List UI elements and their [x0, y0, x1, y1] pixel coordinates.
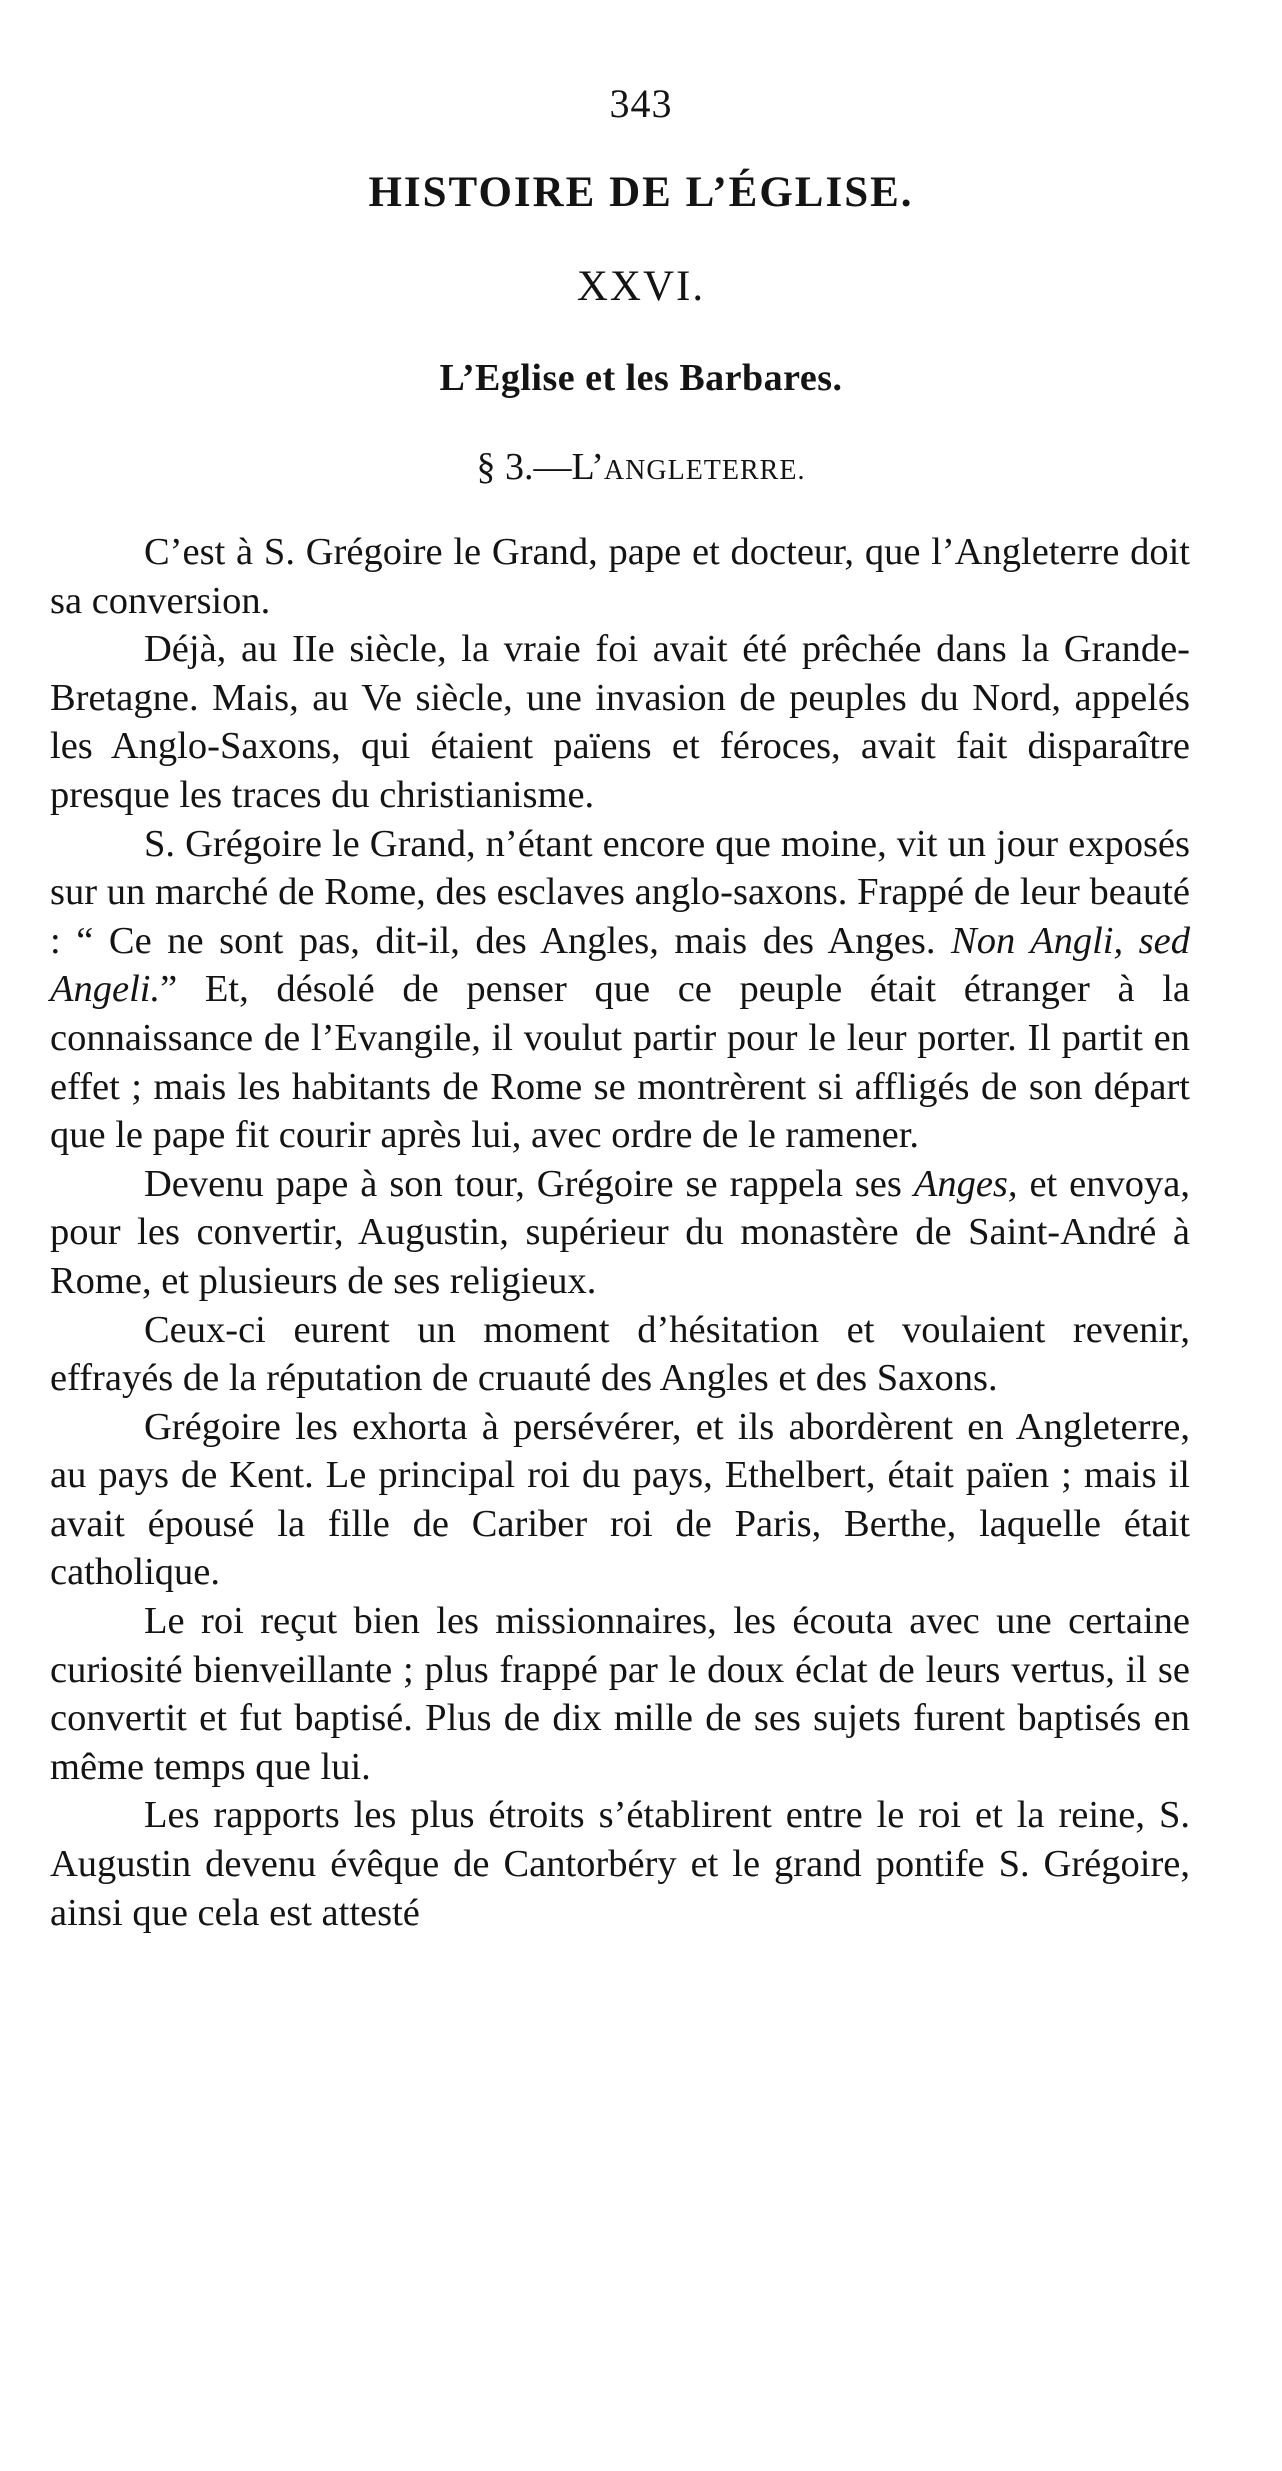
paragraph-6: Grégoire les exhorta à persévérer, et ils abordèrent en Angleterre, au pays de Kent. Le principal roi du pays, Ethelbert, était païen ; mais il avait épousé la fille de Cariber roi de Paris, Berthe, laquelle était catholique. — [50, 1405, 1190, 1594]
section-title: ANGLETERRE. — [603, 455, 806, 486]
running-title: HISTOIRE DE L’ÉGLISE. — [368, 169, 914, 216]
paragraph-4-text-cont: et envoya, pour les convertir, Augustin, supérieur du monastère de Saint-André à Rome, et plusieurs de ses religieux. — [50, 1162, 1190, 1302]
paragraph-4 — [50, 1160, 1190, 1306]
section-heading — [0, 445, 1282, 489]
latin-quote: Non Angli, sed Angeli. — [50, 919, 1190, 1011]
paragraph-1: C’est à S. Grégoire le Grand, pape et docteur, que l’Angleterre doit sa conversion. — [50, 531, 1190, 622]
paragraph-2: Déjà, au IIe siècle, la vraie foi avait été prêchée dans la Grande-Bretagne. Mais, au Ve siècle, une invasion de peuples du Nord, appelés les Anglo-Saxons, qui étaient païens et féroces, avait fait disparaître presque les traces du christianisme. — [50, 628, 1190, 816]
chapter-title: L’Eglise et les Barbares. — [439, 357, 843, 399]
paragraph-3-text: S. Grégoire le Grand, n’étant encore que moine, vit un jour exposés sur un marché de Rome, des esclaves anglo-saxons. Frappé de leur beauté : “ Ce ne sont pas, dit-il, des Angles, mais des Anges. — [50, 822, 1190, 962]
body-text — [50, 528, 1190, 1937]
paragraph-3-text-cont: ” Et, désolé de penser que ce peuple était étranger à la connaissance de l’Evangile, il voulut partir pour le leur porter. Il partit en effet ; mais les habitants de Rome se montrèrent si affligés de son départ que le pape fit courir après lui, avec ordre de le ramener. — [50, 968, 1190, 1157]
paragraph-8: Les rapports les plus étroits s’établirent entre le roi et la reine, S. Augustin devenu évêque de Cantorbéry et le grand pontife S. Grégoire, ainsi que cela est attesté — [50, 1794, 1190, 1934]
paragraph-4-text: Devenu pape à son tour, Grégoire se rappela ses — [144, 1162, 914, 1205]
section-mark: § 3.—L’ — [476, 446, 604, 488]
chapter-number: XXVI. — [576, 263, 706, 310]
paragraph-7: Le roi reçut bien les missionnaires, les écouta avec une certaine curiosité bienveillante ; plus frappé par le doux éclat de leurs vertus, il se convertit et fut baptisé. Plus de dix mille de ses sujets furent baptisés en même temps que lui. — [50, 1600, 1190, 1788]
paragraph-3 — [50, 820, 1190, 1160]
italic-word-anges: Anges, — [913, 1162, 1018, 1205]
page-number: 343 — [609, 81, 673, 126]
paragraph-5: Ceux-ci eurent un moment d’hésitation et voulaient revenir, effrayés de la réputation de cruauté des Angles et des Saxons. — [50, 1308, 1190, 1400]
